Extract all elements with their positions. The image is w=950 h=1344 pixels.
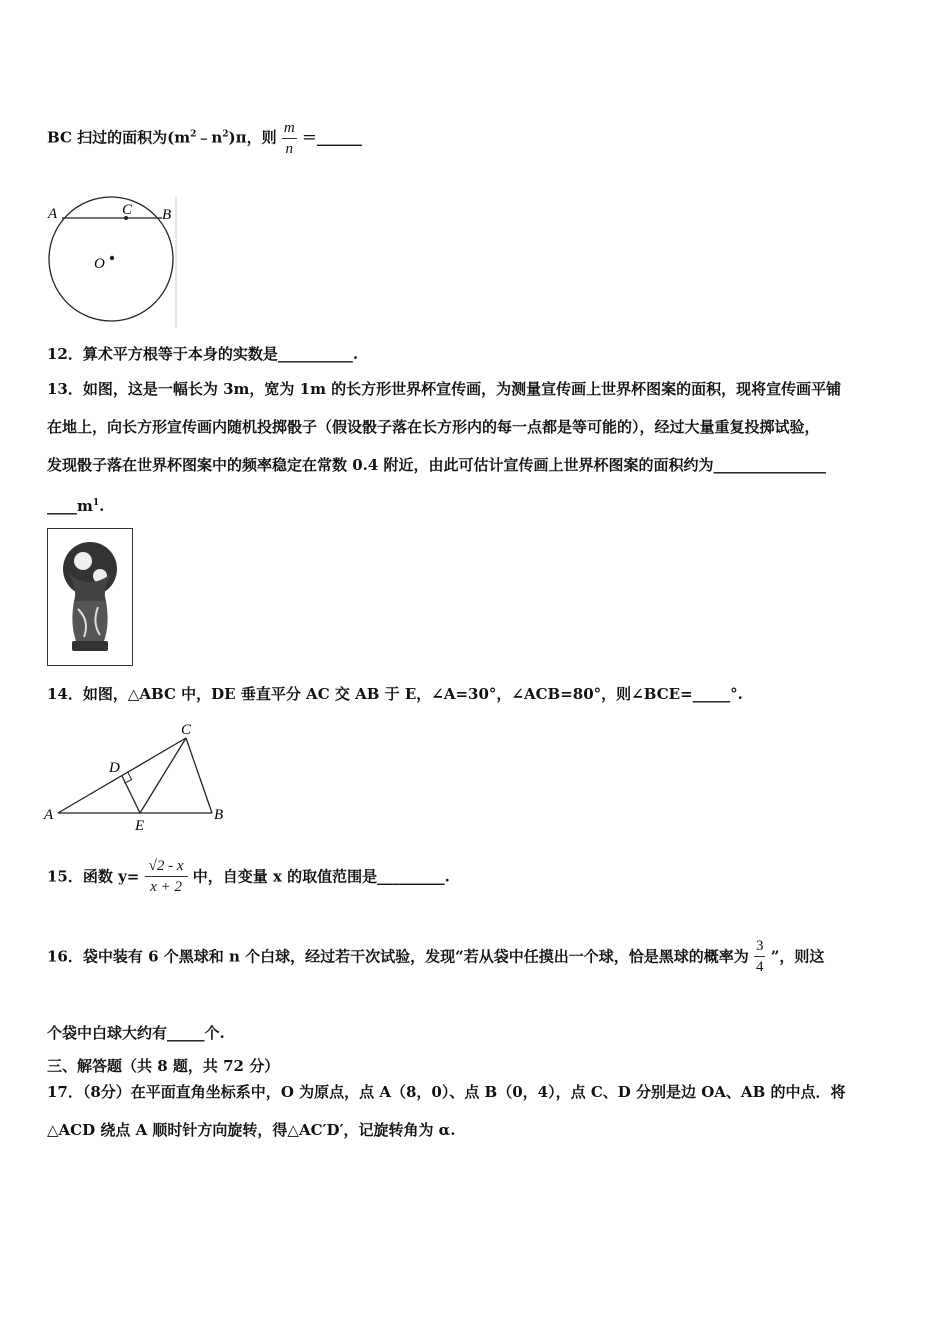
- q11-sup2: 2: [222, 129, 229, 140]
- q11-text-mid: ﹣n: [196, 128, 223, 147]
- q11-text-before: BC 扫过的面积为(m: [47, 128, 191, 147]
- q15-before: 15．函数 y=: [47, 867, 140, 886]
- q11-line: [47, 118, 362, 159]
- q11-frac-den: n: [285, 141, 294, 157]
- q13-line4-sup: 1: [92, 498, 100, 508]
- q15-fraction: [145, 856, 188, 897]
- q12-line: 12．算术平方根等于本身的实数是__________.: [47, 345, 359, 363]
- q14-label-b: B: [214, 807, 224, 823]
- q16-frac-den: 4: [755, 959, 764, 975]
- world-cup-trophy-icon: [48, 529, 132, 665]
- q14-label-a: A: [44, 807, 54, 823]
- q14-label-d: D: [109, 760, 120, 776]
- section3-title: 三、解答题（共 8 题，共 72 分）: [47, 1057, 280, 1075]
- q13-line4-before: ____m: [47, 497, 93, 515]
- q14-label-c: C: [181, 722, 192, 738]
- q11-fraction: [282, 118, 297, 159]
- q15-frac-den: x + 2: [150, 879, 182, 895]
- q16-fraction: [754, 936, 766, 977]
- q11-frac-num: m: [282, 118, 297, 139]
- q15-after: 中，自变量 x 的取值范围是_________.: [192, 867, 450, 886]
- q17-line2: △ACD 绕点 A 顺时针方向旋转，得△AC′D′，记旋转角为 α.: [47, 1121, 456, 1139]
- q16-frac-num: 3: [754, 936, 766, 957]
- q16-after: ”，则这: [770, 947, 825, 966]
- q13-line1: 13．如图，这是一幅长为 3m，宽为 1m 的长方形世界杯宣传画，为测量宣传画上世界杯图案的面积，现将宣传画平铺: [47, 380, 842, 398]
- q16-before: 16．袋中装有 6 个黑球和 n 个白球，经过若干次试验，发现“若从袋中任摸出一个球，恰是黑球的概率为: [47, 947, 749, 966]
- q11-circle-figure: [44, 196, 184, 328]
- q11-label-c: C: [122, 202, 133, 218]
- q16-line2: 个袋中白球大约有_____个.: [47, 1024, 225, 1042]
- q11-label-o: O: [94, 256, 105, 272]
- q15-line: [47, 856, 450, 897]
- q11-label-b: B: [162, 207, 172, 223]
- q13-line2: 在地上，向长方形宣传画内随机投掷骰子（假设骰子落在长方形内的每一点都是等可能的），经过大量重复投掷试验，: [47, 418, 820, 436]
- q11-text-after: )π，则: [228, 128, 277, 147]
- q11-label-a: A: [48, 206, 58, 222]
- q17-line1: 17．（8分）在平面直角坐标系中，O 为原点，点 A（8，0）、点 B（0，4），点 C、D 分别是边 OA、AB 的中点．将: [47, 1083, 846, 1101]
- q13-line4-after: .: [99, 497, 105, 515]
- q14-triangle-figure: [42, 718, 232, 836]
- q15-frac-num: √2 - x: [145, 856, 188, 877]
- q11-sup1: 2: [190, 129, 197, 140]
- q11-tail: ＝______: [301, 128, 362, 147]
- q13-line4: [47, 493, 104, 516]
- world-cup-picture: [47, 528, 133, 666]
- q13-line3: 发现骰子落在世界杯图案中的频率稳定在常数 0.4 附近，由此可估计宣传画上世界杯图案的面积约为_______________: [47, 456, 827, 474]
- q16-line1: [47, 936, 824, 977]
- q14-label-e: E: [135, 818, 145, 834]
- q14-line: 14．如图，△ABC 中，DE 垂直平分 AC 交 AB 于 E，∠A=30°，∠ACB=80°，则∠BCE=_____°.: [47, 685, 743, 703]
